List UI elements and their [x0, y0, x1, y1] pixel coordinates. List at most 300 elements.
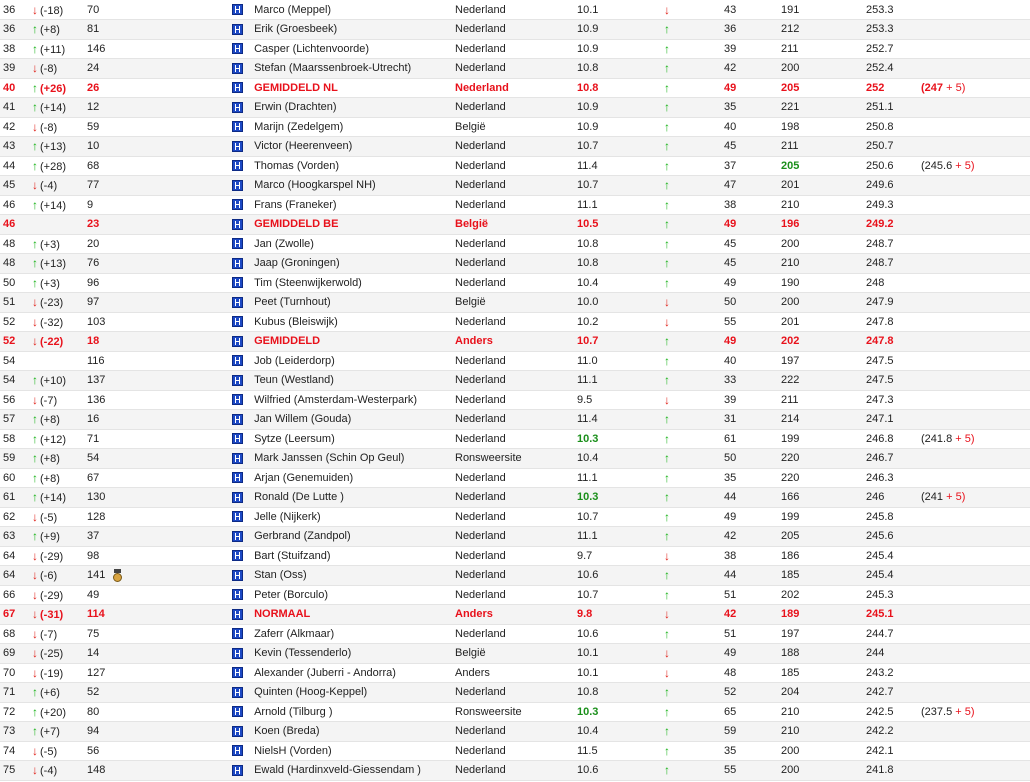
team-flag-icon: [232, 609, 243, 620]
previous-rank-cell: [87, 59, 232, 79]
rank-change-cell: [32, 137, 87, 157]
total-cell: 247.8: [866, 312, 921, 332]
previous-rank: 146: [87, 42, 106, 55]
rank-change-cell: [32, 78, 87, 98]
country-cell: Nederland: [455, 59, 577, 79]
rank-cell: 38: [0, 39, 32, 59]
rank-change: (-19): [40, 667, 64, 680]
previous-rank-cell: [87, 156, 232, 176]
player-name-link[interactable]: Jaap (Groningen): [254, 257, 340, 270]
trend-cell: [664, 20, 724, 40]
previous-rank: 130: [87, 491, 106, 504]
rank-change: (-31): [40, 609, 64, 622]
team-flag-icon: [232, 43, 243, 54]
bonus-plus: + 5): [946, 81, 966, 94]
country-cell: België: [455, 293, 577, 313]
table-row: [0, 117, 1030, 137]
previous-rank-cell: [87, 98, 232, 118]
player-name-link[interactable]: Alexander (Juberri - Andorra): [254, 666, 396, 679]
team-flag-icon: [232, 433, 243, 444]
bonus-base: (241.8: [921, 432, 953, 445]
rank-change-cell: [32, 254, 87, 274]
count-cell: 42: [724, 605, 781, 625]
rank-change: (-7): [40, 628, 58, 641]
up-arrow-icon: ↑: [32, 412, 38, 427]
previous-rank-cell: [87, 254, 232, 274]
up-arrow-icon: ↑: [664, 334, 670, 349]
score-cell: 210: [781, 702, 866, 722]
player-cell: [232, 254, 455, 274]
player-name-link[interactable]: Erwin (Drachten): [254, 101, 337, 114]
player-name-link[interactable]: Tim (Steenwijkerwold): [254, 276, 362, 289]
trend-cell: [664, 390, 724, 410]
average-cell: 11.5: [577, 741, 664, 761]
total-cell: 247.8: [866, 332, 921, 352]
score-cell: 189: [781, 605, 866, 625]
down-arrow-icon: ↓: [664, 2, 670, 17]
team-flag-icon: [232, 4, 243, 15]
team-flag-icon: [232, 316, 243, 327]
down-arrow-icon: ↓: [664, 314, 670, 329]
total-cell: 253.3: [866, 20, 921, 40]
bonus-cell: [921, 0, 1030, 20]
rank-cell: 48: [0, 234, 32, 254]
count-cell: 65: [724, 702, 781, 722]
rank-change: (+11): [40, 43, 66, 56]
trend-cell: [664, 215, 724, 235]
up-arrow-icon: ↑: [32, 470, 38, 485]
previous-rank-cell: [87, 468, 232, 488]
average-cell: 10.0: [577, 293, 664, 313]
rank-change: (+7): [40, 726, 60, 739]
table-row: [0, 351, 1030, 371]
rank-change: (+8): [40, 453, 60, 466]
score-cell: 191: [781, 0, 866, 20]
player-cell: [232, 351, 455, 371]
down-arrow-icon: ↓: [32, 665, 38, 680]
bonus-cell: [921, 195, 1030, 215]
rank-change: (-4): [40, 180, 58, 193]
rank-change: (-8): [40, 63, 58, 76]
team-flag-icon: [232, 141, 243, 152]
player-name-link[interactable]: GEMIDDELD NL: [254, 81, 338, 94]
player-cell: [232, 468, 455, 488]
rank-cell: 42: [0, 117, 32, 137]
country-cell: Nederland: [455, 20, 577, 40]
country-cell: Nederland: [455, 546, 577, 566]
count-cell: 49: [724, 273, 781, 293]
table-row: [0, 312, 1030, 332]
rank-change: (-22): [40, 336, 64, 349]
country-cell: Ronsweersite: [455, 702, 577, 722]
rank-change: (+26): [40, 82, 66, 95]
total-cell: 241.8: [866, 761, 921, 781]
bonus-cell: [921, 761, 1030, 781]
team-flag-icon: [232, 628, 243, 639]
previous-rank-cell: [87, 429, 232, 449]
trend-cell: [664, 117, 724, 137]
bonus-cell: [921, 293, 1030, 313]
player-name-link[interactable]: Victor (Heerenveen): [254, 140, 353, 153]
player-name-link[interactable]: Mark Janssen (Schin Op Geul): [254, 452, 405, 465]
down-arrow-icon: ↓: [32, 626, 38, 641]
count-cell: 49: [724, 507, 781, 527]
down-arrow-icon: ↓: [32, 509, 38, 524]
player-cell: [232, 312, 455, 332]
player-cell: [232, 371, 455, 391]
rank-change-cell: [32, 371, 87, 391]
average-cell: 10.3: [577, 488, 664, 508]
player-name-link[interactable]: Arnold (Tilburg ): [254, 705, 333, 718]
player-cell: [232, 507, 455, 527]
total-cell: 246: [866, 488, 921, 508]
count-cell: 49: [724, 332, 781, 352]
rank-change: (+6): [40, 687, 60, 700]
average-cell: 10.9: [577, 39, 664, 59]
player-name-link[interactable]: Bart (Stuifzand): [254, 549, 331, 562]
country-cell: Nederland: [455, 176, 577, 196]
average-cell: 10.8: [577, 683, 664, 703]
previous-rank: 103: [87, 315, 106, 328]
average-cell: 10.9: [577, 98, 664, 118]
player-name-link[interactable]: Job (Leiderdorp): [254, 354, 335, 367]
down-arrow-icon: ↓: [32, 392, 38, 407]
player-name-link[interactable]: NORMAAL: [254, 608, 311, 621]
previous-rank: 14: [87, 647, 100, 660]
average-cell: 10.7: [577, 137, 664, 157]
up-arrow-icon: ↑: [32, 41, 38, 56]
score-cell: 200: [781, 761, 866, 781]
rank-change-cell: [32, 98, 87, 118]
table-row: [0, 195, 1030, 215]
player-name-link[interactable]: Quinten (Hoog-Keppel): [254, 686, 368, 699]
previous-rank: 37: [87, 530, 100, 543]
up-arrow-icon: ↑: [664, 470, 670, 485]
table-row: [0, 234, 1030, 254]
rank-change: (-32): [40, 316, 64, 329]
up-arrow-icon: ↑: [664, 431, 670, 446]
average-cell: 10.7: [577, 585, 664, 605]
player-name-link[interactable]: Ronald (De Lutte ): [254, 491, 344, 504]
rank-change: (+8): [40, 24, 60, 37]
country-cell: Nederland: [455, 0, 577, 20]
average-cell: 10.8: [577, 78, 664, 98]
down-arrow-icon: ↓: [32, 61, 38, 76]
up-arrow-icon: ↑: [664, 256, 670, 271]
total-cell: 242.1: [866, 741, 921, 761]
rank-change-cell: [32, 663, 87, 683]
total-cell: 242.2: [866, 722, 921, 742]
bonus-cell: [921, 137, 1030, 157]
total-cell: 244.7: [866, 624, 921, 644]
table-row: [0, 390, 1030, 410]
trend-cell: [664, 293, 724, 313]
player-name-link[interactable]: Teun (Westland): [254, 374, 334, 387]
player-name-link[interactable]: Frans (Franeker): [254, 198, 337, 211]
count-cell: 38: [724, 195, 781, 215]
average-cell: 10.1: [577, 663, 664, 683]
country-cell: Nederland: [455, 468, 577, 488]
player-cell: [232, 722, 455, 742]
rank-change: (-23): [40, 297, 64, 310]
country-cell: Nederland: [455, 527, 577, 547]
previous-rank: 9: [87, 198, 94, 211]
rank-change-cell: [32, 59, 87, 79]
rank-change-cell: [32, 644, 87, 664]
player-name-link[interactable]: Casper (Lichtenvoorde): [254, 42, 370, 55]
bonus-cell: [921, 98, 1030, 118]
previous-rank-cell: [87, 117, 232, 137]
down-arrow-icon: ↓: [664, 646, 670, 661]
bonus-cell: [921, 546, 1030, 566]
team-flag-icon: [232, 648, 243, 659]
trend-cell: [664, 468, 724, 488]
player-name-link[interactable]: NielsH (Vorden): [254, 744, 332, 757]
up-arrow-icon: ↑: [664, 587, 670, 602]
player-name-link[interactable]: Marijn (Zedelgem): [254, 120, 344, 133]
player-name-link[interactable]: Gerbrand (Zandpol): [254, 530, 351, 543]
rank-change: (+12): [40, 433, 66, 446]
total-cell: 249.2: [866, 215, 921, 235]
up-arrow-icon: ↑: [664, 626, 670, 641]
total-cell: 247.5: [866, 371, 921, 391]
previous-rank: 67: [87, 471, 100, 484]
country-cell: Anders: [455, 663, 577, 683]
score-cell: 210: [781, 195, 866, 215]
up-arrow-icon: ↑: [664, 373, 670, 388]
player-name-link[interactable]: Arjan (Genemuiden): [254, 471, 354, 484]
team-flag-icon: [232, 726, 243, 737]
trend-cell: [664, 507, 724, 527]
player-cell: [232, 410, 455, 430]
player-name-link[interactable]: GEMIDDELD: [254, 335, 321, 348]
player-name-link[interactable]: Erik (Groesbeek): [254, 23, 338, 36]
bonus-cell: [921, 351, 1030, 371]
bonus-cell: [921, 663, 1030, 683]
rank-cell: 59: [0, 449, 32, 469]
score-cell: 202: [781, 332, 866, 352]
bonus-cell: [921, 507, 1030, 527]
count-cell: 45: [724, 234, 781, 254]
trend-cell: [664, 59, 724, 79]
previous-rank: 54: [87, 452, 100, 465]
score-cell: 196: [781, 215, 866, 235]
player-name-link[interactable]: Stefan (Maarssenbroek-Utrecht): [254, 62, 412, 75]
count-cell: 50: [724, 293, 781, 313]
player-name-link[interactable]: Stan (Oss): [254, 569, 307, 582]
rank-cell: 54: [0, 371, 32, 391]
average-cell: 10.7: [577, 507, 664, 527]
table-row: [0, 722, 1030, 742]
total-cell: 247.1: [866, 410, 921, 430]
player-name-link[interactable]: Marco (Hoogkarspel NH): [254, 179, 376, 192]
score-cell: 185: [781, 663, 866, 683]
player-cell: [232, 683, 455, 703]
score-cell: 220: [781, 468, 866, 488]
player-cell: [232, 566, 455, 586]
team-flag-icon: [232, 687, 243, 698]
previous-rank: 49: [87, 588, 100, 601]
team-flag-icon: [232, 765, 243, 776]
player-name-link[interactable]: Kubus (Bleiswijk): [254, 315, 338, 328]
player-cell: [232, 59, 455, 79]
player-cell: [232, 546, 455, 566]
team-flag-icon: [232, 160, 243, 171]
total-cell: 248: [866, 273, 921, 293]
bonus-cell: [921, 20, 1030, 40]
player-name-link[interactable]: Jelle (Nijkerk): [254, 510, 321, 523]
count-cell: 35: [724, 98, 781, 118]
trend-cell: [664, 429, 724, 449]
player-cell: [232, 156, 455, 176]
count-cell: 42: [724, 59, 781, 79]
count-cell: 59: [724, 722, 781, 742]
previous-rank: 137: [87, 374, 106, 387]
previous-rank-cell: [87, 722, 232, 742]
table-row: [0, 546, 1030, 566]
trend-cell: [664, 585, 724, 605]
player-cell: [232, 527, 455, 547]
score-cell: 185: [781, 566, 866, 586]
country-cell: Nederland: [455, 351, 577, 371]
rank-change: (-18): [40, 4, 64, 17]
up-arrow-icon: ↑: [664, 22, 670, 37]
player-cell: [232, 0, 455, 20]
rank-change: (+8): [40, 472, 60, 485]
player-name-link[interactable]: Koen (Breda): [254, 725, 320, 738]
previous-rank: 96: [87, 276, 100, 289]
player-name-link[interactable]: Kevin (Tessenderlo): [254, 647, 352, 660]
table-row: [0, 0, 1030, 20]
total-cell: 247.5: [866, 351, 921, 371]
rank-change-cell: [32, 20, 87, 40]
up-arrow-icon: ↑: [32, 451, 38, 466]
table-row: [0, 624, 1030, 644]
count-cell: 40: [724, 351, 781, 371]
previous-rank: 148: [87, 764, 106, 777]
table-row: [0, 20, 1030, 40]
previous-rank-cell: [87, 527, 232, 547]
score-cell: 188: [781, 644, 866, 664]
down-arrow-icon: ↓: [32, 763, 38, 778]
team-flag-icon: [232, 258, 243, 269]
country-cell: Nederland: [455, 195, 577, 215]
up-arrow-icon: ↑: [664, 100, 670, 115]
rank-cell: 41: [0, 98, 32, 118]
table-row: [0, 78, 1030, 98]
country-cell: Nederland: [455, 254, 577, 274]
up-arrow-icon: ↑: [664, 353, 670, 368]
average-cell: 10.6: [577, 761, 664, 781]
table-row: [0, 488, 1030, 508]
table-row: [0, 156, 1030, 176]
total-cell: 246.8: [866, 429, 921, 449]
rank-cell: 71: [0, 683, 32, 703]
up-arrow-icon: ↑: [32, 431, 38, 446]
up-arrow-icon: ↑: [664, 412, 670, 427]
rank-change: (+14): [40, 492, 66, 505]
total-cell: 250.6: [866, 156, 921, 176]
country-cell: Anders: [455, 605, 577, 625]
player-cell: [232, 20, 455, 40]
trend-cell: [664, 351, 724, 371]
bonus-cell: [921, 78, 1030, 98]
trend-cell: [664, 488, 724, 508]
previous-rank-cell: [87, 605, 232, 625]
score-cell: 197: [781, 351, 866, 371]
player-cell: [232, 624, 455, 644]
player-name-link[interactable]: Thomas (Vorden): [254, 159, 340, 172]
team-flag-icon: [232, 180, 243, 191]
team-flag-icon: [232, 277, 243, 288]
total-cell: 247.3: [866, 390, 921, 410]
player-name-link[interactable]: Jan (Zwolle): [254, 237, 314, 250]
bonus-cell: [921, 624, 1030, 644]
previous-rank: 18: [87, 335, 100, 348]
previous-rank: 70: [87, 3, 100, 16]
rank-change-cell: [32, 332, 87, 352]
rank-cell: 62: [0, 507, 32, 527]
player-name-link[interactable]: Ewald (Hardinxveld-Giessendam ): [254, 764, 421, 777]
average-cell: 11.1: [577, 195, 664, 215]
table-row: [0, 254, 1030, 274]
rank-change-cell: [32, 566, 87, 586]
player-name-link[interactable]: Zaferr (Alkmaar): [254, 627, 335, 640]
rank-cell: 64: [0, 566, 32, 586]
up-arrow-icon: ↑: [664, 80, 670, 95]
bonus-cell: [921, 215, 1030, 235]
count-cell: 38: [724, 546, 781, 566]
bonus-plus: + 5): [946, 491, 966, 504]
rank-change: (+13): [40, 258, 66, 271]
average-cell: 10.3: [577, 429, 664, 449]
player-name-link[interactable]: Wilfried (Amsterdam-Westerpark): [254, 393, 418, 406]
team-flag-icon: [232, 745, 243, 756]
player-name-link[interactable]: Peet (Turnhout): [254, 296, 331, 309]
previous-rank: 16: [87, 413, 100, 426]
bonus-cell: [921, 488, 1030, 508]
up-arrow-icon: ↑: [664, 704, 670, 719]
player-name-link[interactable]: Marco (Meppel): [254, 3, 332, 16]
rank-change: (+13): [40, 141, 66, 154]
player-name-link[interactable]: Sytze (Leersum): [254, 432, 335, 445]
rank-change-cell: [32, 234, 87, 254]
rank-change: (-7): [40, 394, 58, 407]
player-cell: [232, 78, 455, 98]
player-name-link[interactable]: GEMIDDELD BE: [254, 218, 339, 231]
rank-change-cell: [32, 449, 87, 469]
player-name-link[interactable]: Peter (Borculo): [254, 588, 329, 601]
country-cell: België: [455, 215, 577, 235]
total-cell: 249.6: [866, 176, 921, 196]
average-cell: 11.4: [577, 156, 664, 176]
country-cell: Nederland: [455, 39, 577, 59]
rank-change-cell: [32, 527, 87, 547]
average-cell: 11.1: [577, 527, 664, 547]
country-cell: Nederland: [455, 371, 577, 391]
up-arrow-icon: ↑: [664, 509, 670, 524]
total-cell: 253.3: [866, 0, 921, 20]
down-arrow-icon: ↓: [32, 334, 38, 349]
rank-cell: 75: [0, 761, 32, 781]
country-cell: Nederland: [455, 722, 577, 742]
average-cell: 10.7: [577, 332, 664, 352]
count-cell: 36: [724, 20, 781, 40]
bonus-cell: [921, 312, 1030, 332]
previous-rank: 77: [87, 179, 100, 192]
player-name-link[interactable]: Jan Willem (Gouda): [254, 413, 352, 426]
trend-cell: [664, 0, 724, 20]
